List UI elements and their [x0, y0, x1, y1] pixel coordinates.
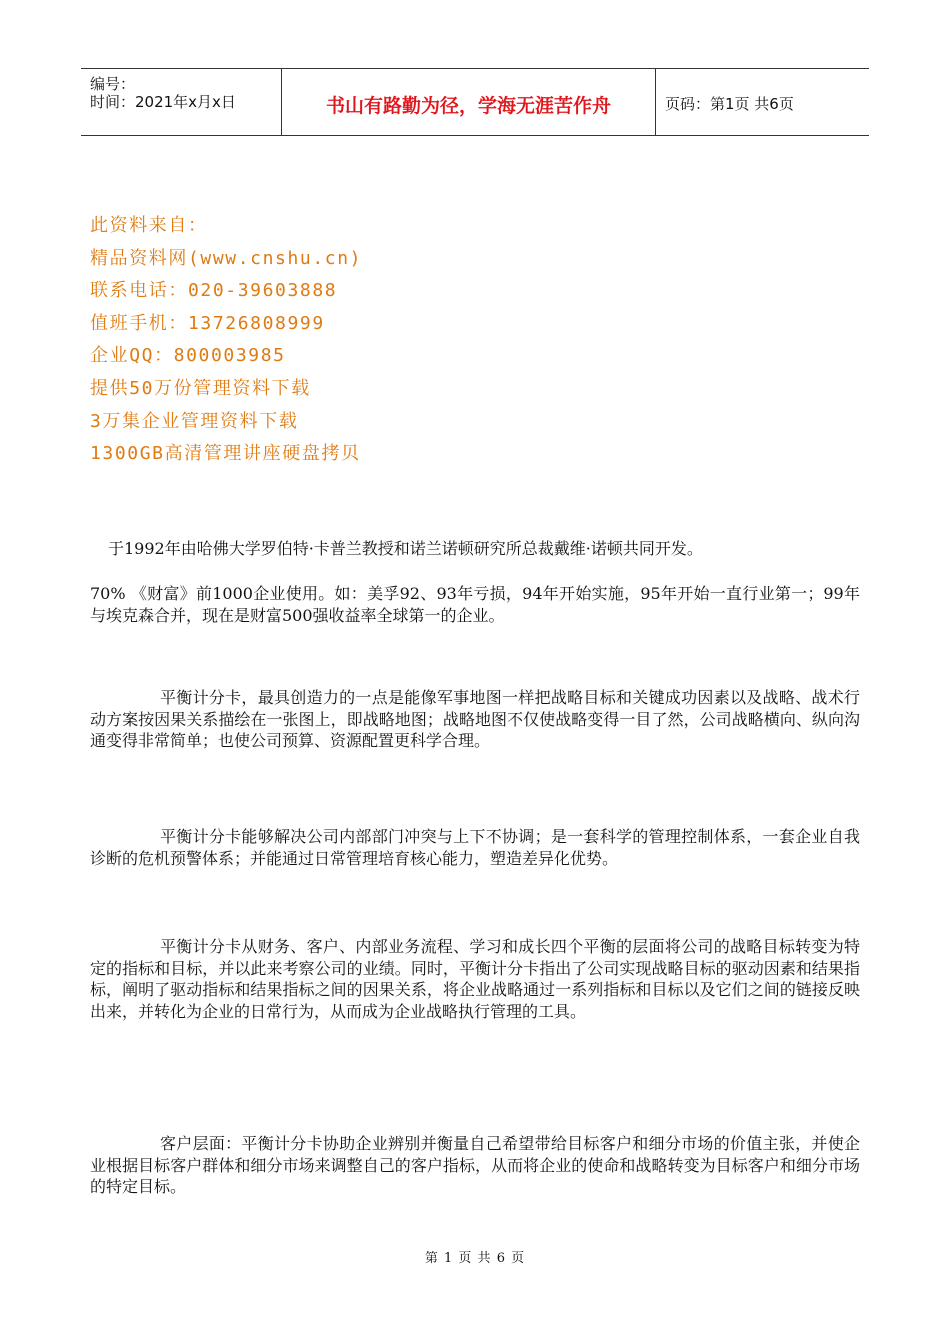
ad-line: 精品资料网(www.cnshu.cn)	[90, 247, 363, 269]
paragraph-control-system: 平衡计分卡能够解决公司内部部门冲突与上下不协调；是一套科学的管理控制体系，一套企业自我诊断的危机预警体系；并能通过日常管理培育核心能力，塑造差异化优势。	[90, 827, 860, 868]
ad-line: 企业QQ：800003985	[90, 345, 286, 367]
paragraph-strategy-map: 平衡计分卡，最具创造力的一点是能像军事地图一样把战略目标和关键成功因素以及战略、战术行动方案按因果关系描绘在一张图上，即战略地图；战略地图不仅使战略变得一目了然，公司战略横向、纵向沟通变得非常简单；也使公司预算、资源配置更科学合理。	[90, 688, 860, 750]
document-number-label: 编号：	[90, 75, 136, 93]
header-page-info: 页码：第1页 共6页	[665, 95, 794, 113]
ad-line: 联系电话：020-39603888	[90, 280, 338, 302]
page-header	[81, 68, 869, 136]
source-advertisement	[90, 210, 362, 471]
ad-line: 3万集企业管理资料下载	[90, 410, 299, 432]
document-time-label: 时间：2021年x月x日	[90, 93, 236, 111]
header-info-cell	[81, 69, 282, 135]
header-motto-cell	[282, 69, 656, 135]
paragraph-customer-perspective: 客户层面：平衡计分卡协助企业辨别并衡量自己希望带给目标客户和细分市场的价值主张，并使企业根据目标客户群体和细分市场来调整自己的客户指标，从而将企业的使命和战略转变为目标客户和细分市场的特定目标。	[90, 1134, 860, 1196]
paragraph-origin: 于1992年由哈佛大学罗伯特·卡普兰教授和诺兰诺顿研究所总裁戴维·诺顿共同开发。	[108, 539, 703, 558]
page-footer: 第 1 页 共 6 页	[424, 1251, 526, 1266]
ad-line: 提供50万份管理资料下载	[90, 377, 311, 399]
header-page-cell	[656, 69, 869, 135]
paragraph-adoption: 70% 《财富》前1000企业使用。如：美孚92、93年亏损，94年开始实施，95年开始一直行业第一；99年与埃克森合并，现在是财富500强收益率全球第一的企业。	[90, 584, 860, 625]
header-motto: 书山有路勤为径，学海无涯苦作舟	[325, 95, 611, 117]
paragraph-four-perspectives: 平衡计分卡从财务、客户、内部业务流程、学习和成长四个平衡的层面将公司的战略目标转变为特定的指标和目标，并以此来考察公司的业绩。同时，平衡计分卡指出了公司实现战略目标的驱动因素和结果指标，阐明了驱动指标和结果指标之间的因果关系，将企业战略通过一系列指标和目标以及它们之间的链接反映出来，并转化为企业的日常行为，从而成为企业战略执行管理的工具。	[90, 937, 860, 1021]
ad-line: 1300GB高清管理讲座硬盘拷贝	[90, 443, 361, 465]
ad-line: 此资料来自：	[90, 215, 208, 236]
ad-line: 值班手机：13726808999	[90, 312, 325, 334]
